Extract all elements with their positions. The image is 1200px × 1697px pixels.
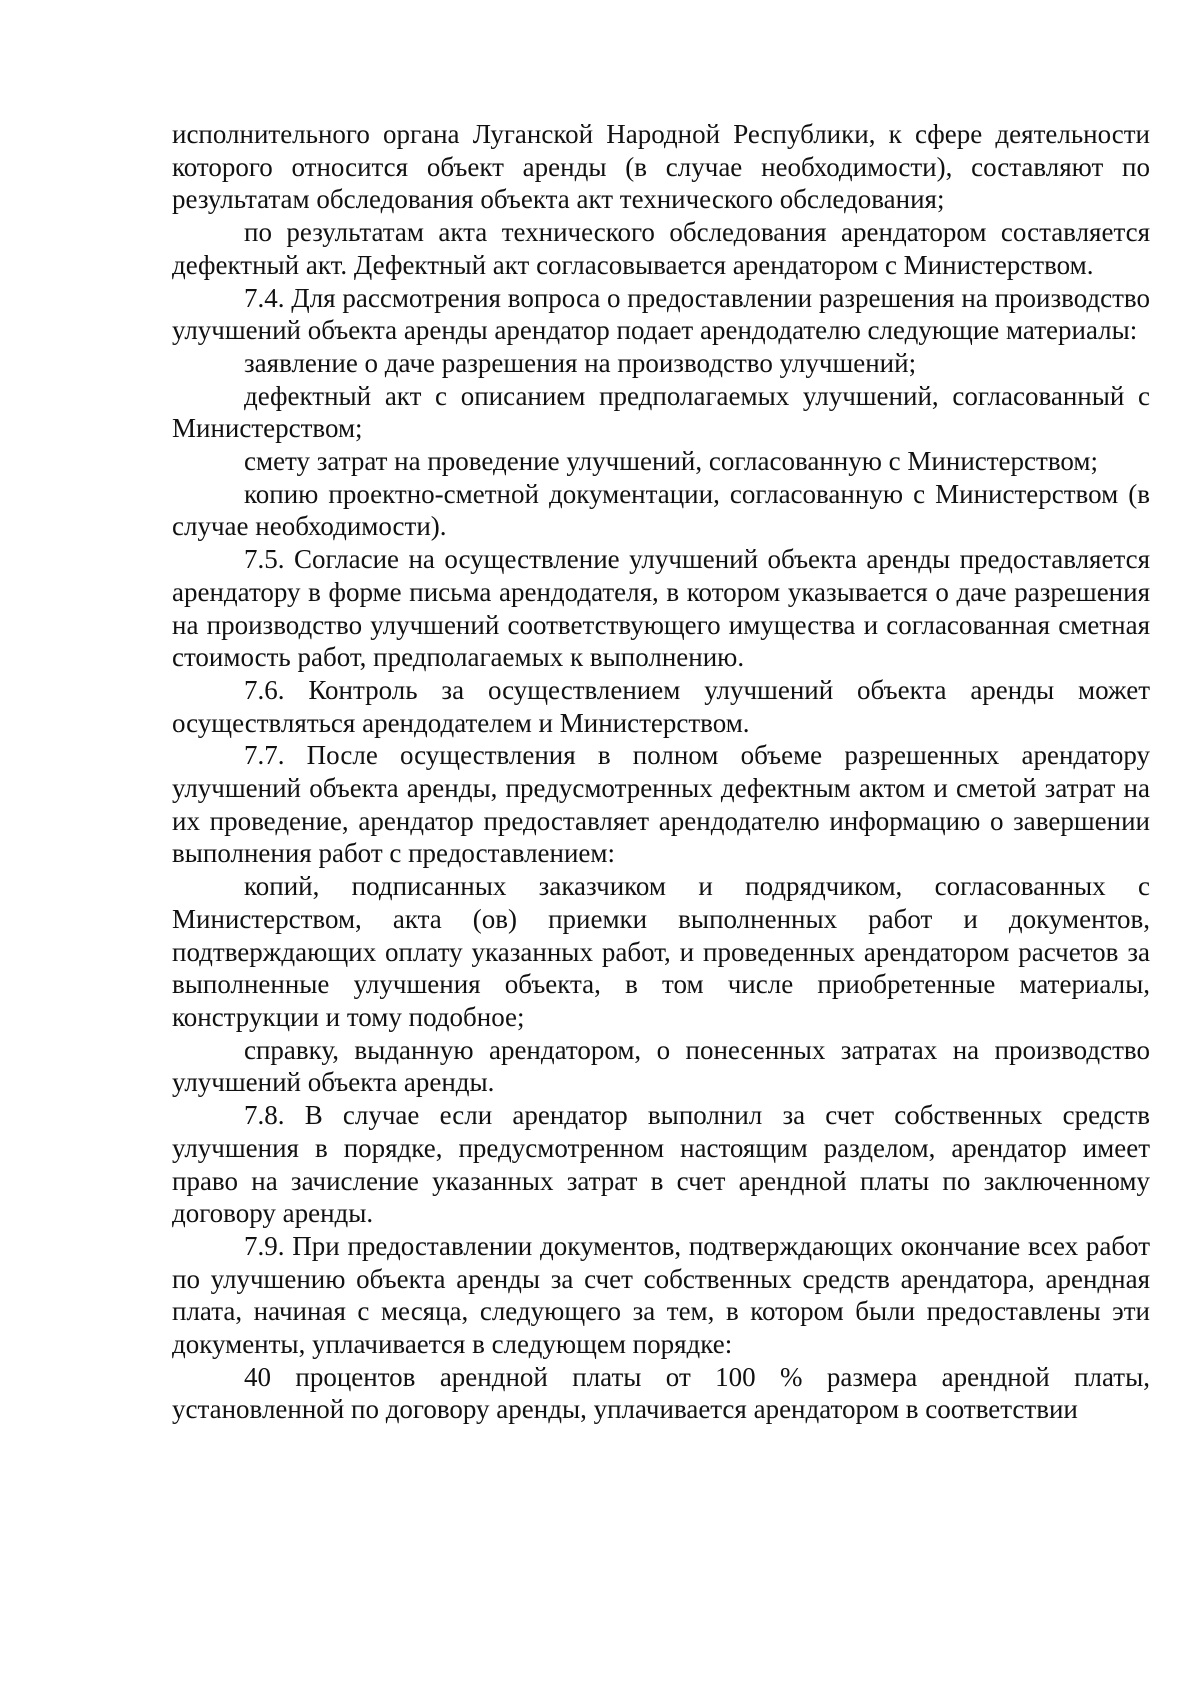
document-body (172, 118, 1150, 1426)
list-item-design-docs: копию проектно-сметной документации, согласованную с Министерством (в случае необходимости). (172, 478, 1150, 542)
paragraph-7-6: 7.6. Контроль за осуществлением улучшений объекта аренды может осуществляться арендодателем и Министерством. (172, 674, 1150, 738)
paragraph-continuation: исполнительного органа Луганской Народной Республики, к сфере деятельности которого относится объект аренды (в случае необходимости), составляют по результатам обследования объекта акт технического обследования; (172, 119, 1150, 215)
paragraph-defect-act: по результатам акта технического обследования арендатором составляется дефектный акт. Дефектный акт согласовывается арендатором с Министерством. (172, 217, 1150, 280)
paragraph-7-7: 7.7. После осуществления в полном объеме разрешенных арендатору улучшений объекта аренды, предусмотренных дефектным актом и сметой затрат на их проведение, арендатор предоставляет арендодателю информацию о завершении выполнения работ с предоставлением: (172, 740, 1150, 869)
list-item-cost-certificate: справку, выданную арендатором, о понесенных затратах на производство улучшений объекта аренды. (172, 1034, 1150, 1098)
list-item-estimate: смету затрат на проведение улучшений, согласованную с Министерством; (244, 446, 1098, 477)
paragraph-7-9: 7.9. При предоставлении документов, подтверждающих окончание всех работ по улучшению объекта аренды за счет собственных средств арендатора, арендная плата, начиная с месяца, следующего за тем, в котором были предоставлены эти документы, уплачивается в следующем порядке: (172, 1230, 1150, 1360)
paragraph-7-8: 7.8. В случае если арендатор выполнил за счет собственных средств улучшения в порядке, предусмотренном настоящим разделом, арендатор имеет право на зачисление указанных затрат в счет арендной платы по заключенному договору аренды. (172, 1100, 1150, 1229)
paragraph-7-5: 7.5. Согласие на осуществление улучшений объекта аренды предоставляется арендатору в форме письма арендодателя, в котором указывается о даче разрешения на производство улучшений соответствующего имущества и согласованная сметная стоимость работ, предполагаемых к выполнению. (172, 544, 1150, 673)
paragraph-7-4: 7.4. Для рассмотрения вопроса о предоставлении разрешения на производство улучшений объекта аренды арендатор подает арендодателю следующие материалы: (172, 282, 1150, 346)
list-item-application: заявление о даче разрешения на производство улучшений; (244, 347, 917, 378)
paragraph-40-percent: 40 процентов арендной платы от 100 % размера арендной платы, установленной по договору аренды, уплачивается арендатором в соответствии (172, 1361, 1150, 1425)
list-item-defect-act: дефектный акт с описанием предполагаемых улучшений, согласованный с Министерством; (172, 380, 1150, 444)
list-item-acceptance-acts: копий, подписанных заказчиком и подрядчиком, согласованных с Министерством, акта (ов) приемки выполненных работ и документов, подтверждающих оплату указанных работ, и проведенных арендатором расчетов за выполненные улучшения объекта, в том числе приобретенные материалы, конструкции и тому подобное; (172, 871, 1150, 1032)
